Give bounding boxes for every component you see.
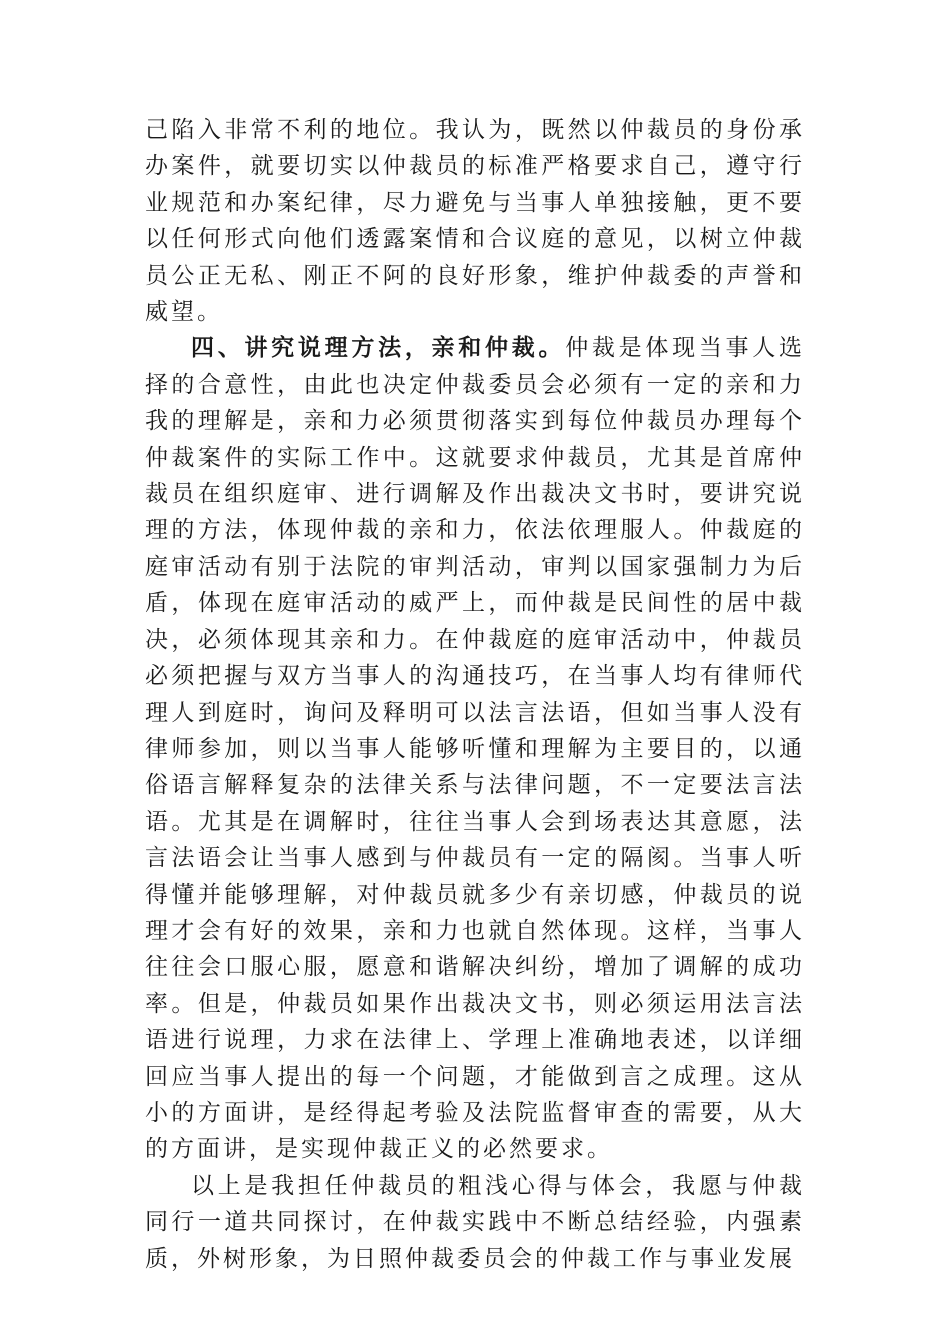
- paragraph-conclusion: 以上是我担任仲裁员的粗浅心得与体会，我愿与仲裁同行一道共同探讨，在仲裁实践中不断总结经验，内强素质，外树形象，为日照仲裁委员会的仲裁工作与事业发展: [145, 1172, 805, 1272]
- paragraph-section-four: [145, 330, 805, 1167]
- document-page: [145, 112, 805, 1277]
- section-heading: 四、讲究说理方法，亲和仲裁。: [191, 335, 566, 362]
- paragraph-continuation: 己陷入非常不利的地位。我认为，既然以仲裁员的身份承办案件，就要切实以仲裁员的标准严格要求自己，遵守行业规范和办案纪律，尽力避免与当事人单独接触，更不要以任何形式向他们透露案情和合议庭的意见，以树立仲裁员公正无私、刚正不阿的良好形象，维护仲裁委的声誉和威望。: [145, 117, 805, 326]
- section-body: 仲裁是体现当事人选择的合意性，由此也决定仲裁委员会必须有一定的亲和力我的理解是，亲和力必须贯彻落实到每位仲裁员办理每个仲裁案件的实际工作中。这就要求仲裁员，尤其是首席仲裁员在组织庭审、进行调解及作出裁决文书时，要讲究说理的方法，体现仲裁的亲和力，依法依理服人。仲裁庭的庭审活动有别于法院的审判活动，审判以国家强制力为后盾，体现在庭审活动的威严上，而仲裁是民间性的居中裁决，必须体现其亲和力。在仲裁庭的庭审活动中，仲裁员必须把握与双方当事人的沟通技巧，在当事人均有律师代理人到庭时，询问及释明可以法言法语，但如当事人没有律师参加，则以当事人能够听懂和理解为主要目的，以通俗语言解释复杂的法律关系与法律问题，不一定要法言法语。尤其是在调解时，往往当事人会到场表达其意愿，法言法语会让当事人感到与仲裁员有一定的隔阂。当事人听得懂并能够理解，对仲裁员就多少有亲切感，仲裁员的说理才会有好的效果，亲和力也就自然体现。这样，当事人往往会口服心服，愿意和谐解决纠纷，增加了调解的成功率。但是，仲裁员如果作出裁决文书，则必须运用法言法语进行说理，力求在法律上、学理上准确地表述，以详细回应当事人提出的每一个问题，才能做到言之成理。这从小的方面讲，是经得起考验及法院监督审查的需要，从大的方面讲，是实现仲裁正义的必然要求。: [145, 335, 806, 1163]
